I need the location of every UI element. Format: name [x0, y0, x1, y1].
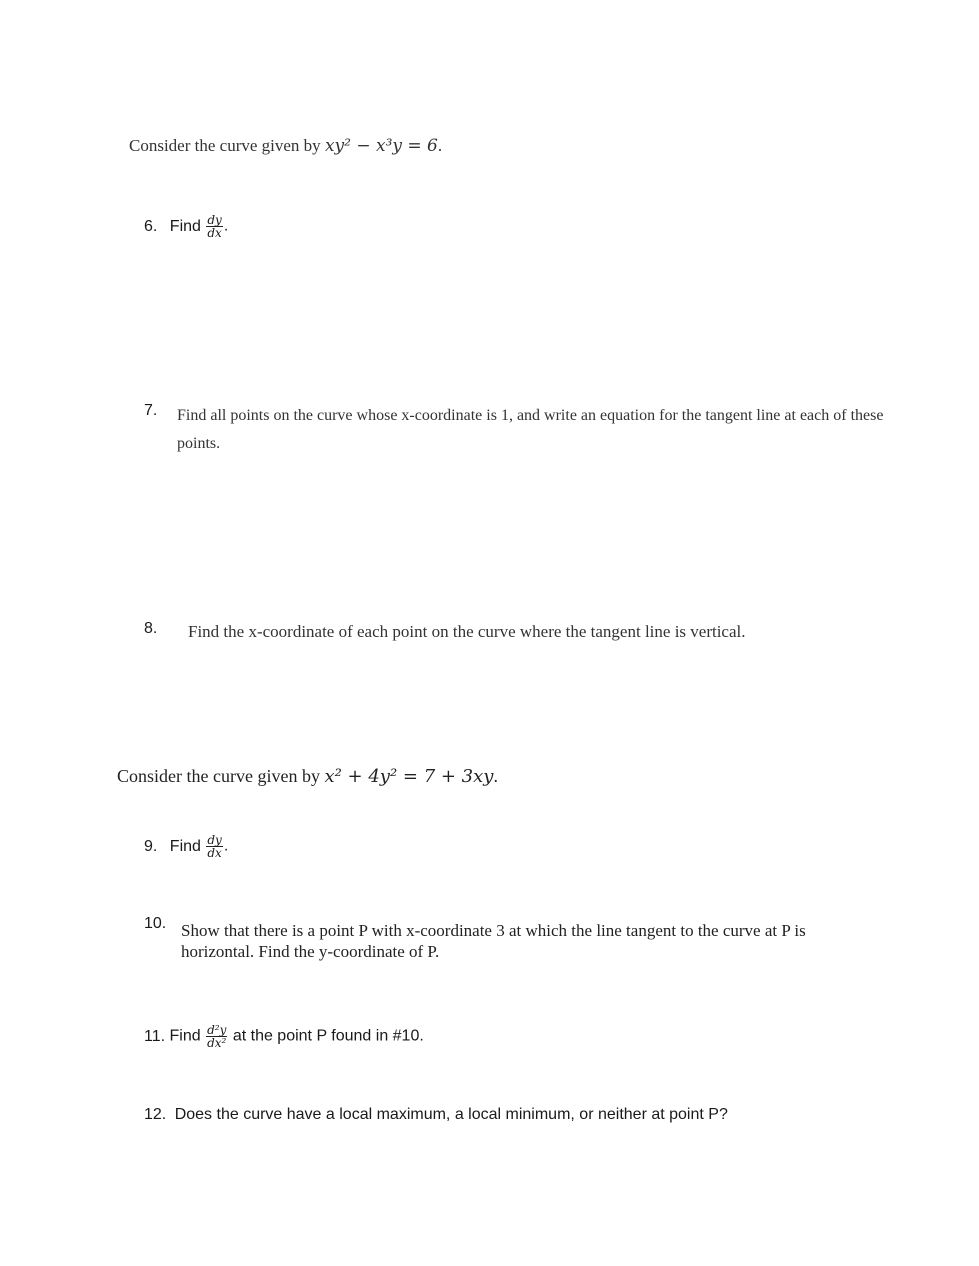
question-6-number: 6. [144, 217, 158, 235]
question-9-end: . [223, 837, 229, 855]
intro-1-equation: xy² − x³y = 6 [324, 136, 438, 156]
question-12 [144, 1106, 728, 1124]
curve-intro-1 [129, 136, 442, 156]
question-6-end: . [223, 217, 229, 235]
question-7 [144, 402, 884, 452]
second-derivative-d2y-dx2 [206, 1024, 227, 1049]
question-11-number: 11. [144, 1027, 166, 1045]
fraction-denominator: dx² [207, 1036, 227, 1050]
intro-2-text: Consider the curve given by [117, 766, 320, 786]
question-11-text: at the point P found in #10. [232, 1027, 424, 1045]
question-8 [144, 620, 746, 641]
intro-2-end: . [493, 766, 498, 786]
question-7-text: Find all points on the curve whose x-coordinate is 1, and write an equation for the tangent line at each of these points. [177, 407, 884, 452]
question-9-label: Find [169, 837, 201, 855]
curve-intro-2 [117, 766, 498, 787]
derivative-dy-dx [206, 214, 222, 239]
question-6-label: Find [169, 217, 201, 235]
fraction-numerator: dy [207, 213, 222, 227]
question-12-text: Does the curve have a local maximum, a local minimum, or neither at point P? [174, 1106, 728, 1123]
derivative-dy-dx [206, 834, 222, 859]
question-6 [144, 214, 228, 239]
intro-2-equation: x² + 4y² = 7 + 3xy [324, 766, 494, 787]
question-10-text: Show that there is a point P with x-coordinate 3 at which the line tangent to the curve at P is horizontal. Find the y-coordinate of P. [181, 921, 806, 961]
question-8-text: Find the x-coordinate of each point on the curve where the tangent line is vertical. [188, 622, 746, 641]
question-8-number: 8. [144, 620, 158, 637]
question-10-number: 10. [144, 915, 167, 932]
question-11 [144, 1024, 424, 1049]
question-9 [144, 834, 228, 859]
intro-1-end: . [437, 136, 443, 155]
question-7-number: 7. [144, 402, 158, 419]
intro-1-text: Consider the curve given by [129, 136, 321, 155]
question-11-label: Find [169, 1027, 201, 1045]
fraction-numerator: dy [207, 833, 222, 847]
fraction-numerator: d²y [207, 1023, 227, 1037]
fraction-denominator: dx [207, 226, 222, 240]
question-10 [144, 915, 806, 961]
question-9-number: 9. [144, 837, 158, 855]
fraction-denominator: dx [207, 846, 222, 860]
question-12-number: 12. [144, 1106, 167, 1123]
